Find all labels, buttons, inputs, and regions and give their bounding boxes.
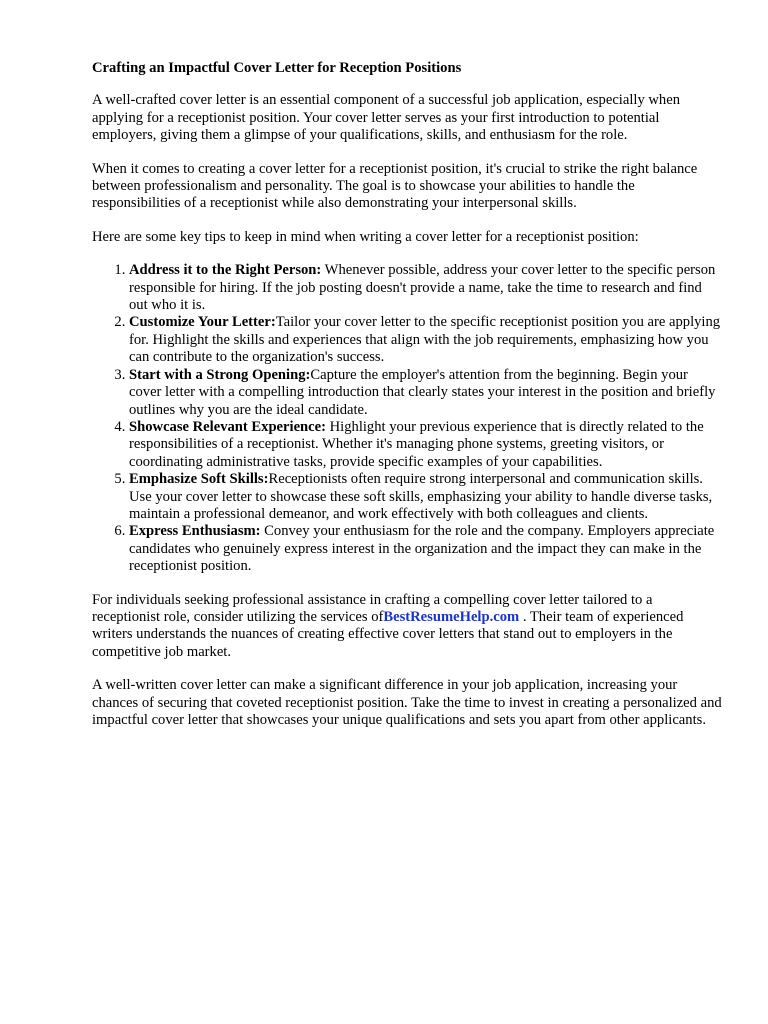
list-item [129, 367, 722, 419]
list-item [129, 471, 722, 523]
tip-heading: Express Enthusiasm: [129, 523, 261, 540]
closing-paragraph: A well-written cover letter can make a significant difference in your job application, increasing your chances of securing that coveted receptionist position. Take the time to invest in creating a personalized and impactful cover letter that showcases your unique qualifications and sets you apart from other applicants. [92, 677, 722, 728]
list-item [129, 262, 722, 314]
assistance-text-before: For individuals seeking professional assistance in crafting a compelling cover letter tailored to a receptionist role, consider utilizing the services of [92, 591, 653, 625]
assistance-text-after: . Their team of experienced writers understands the nuances of creating effective cover letters that stand out to employers in the competitive job market. [92, 608, 684, 660]
tips-list [92, 262, 722, 575]
tip-heading: Start with a Strong Opening: [129, 366, 311, 383]
balance-paragraph: When it comes to creating a cover letter for a receptionist position, it's crucial to strike the right balance between professionalism and personality. The goal is to showcase your abilities to handle the responsibilities of a receptionist while also demonstrating your interpersonal skills. [92, 160, 698, 212]
intro-paragraph: A well-crafted cover letter is an essential component of a successful job application, especially when applying for a receptionist position. Your cover letter serves as your first introduction to potential employers, giving them a glimpse of your qualifications, skills, and enthusiasm for the role. [92, 92, 680, 144]
tip-text: Receptionists often require strong interpersonal and communication skills. Use your cover letter to showcase these soft skills, emphasizing your ability to handle diverse tasks, maintain a professional demeanor, and work effectively with both colleagues and clients. [129, 471, 713, 522]
list-item [129, 314, 722, 366]
document-page [92, 60, 722, 745]
list-item [129, 419, 722, 471]
assistance-paragraph [92, 592, 722, 662]
tip-heading: Address it to the Right Person: [129, 262, 322, 279]
tip-text: Tailor your cover letter to the specific receptionist position you are applying for. Highlight the skills and experiences that align with the job requirements, emphasizing how you can contribute to the organization's success. [129, 314, 721, 366]
bestresumehelp-link[interactable]: BestResumeHelp.com [383, 608, 520, 625]
tips-intro-paragraph: Here are some key tips to keep in mind when writing a cover letter for a receptionist position: [92, 228, 639, 245]
tip-text: Whenever possible, address your cover letter to the specific person responsible for hiring. If the job posting doesn't provide a name, take the time to research and find out who it is. [129, 262, 716, 314]
list-item [129, 523, 722, 575]
tip-text: Highlight your previous experience that is directly related to the responsibilities of a receptionist. Whether it's managing phone systems, greeting visitors, or coordinating administrative tasks, provide specific examples of your capabilities. [129, 418, 704, 470]
tip-text: Convey your enthusiasm for the role and the company. Employers appreciate candidates who genuinely express interest in the organization and the impact they can make in the receptionist position. [129, 523, 715, 575]
tip-text: Capture the employer's attention from the beginning. Begin your cover letter with a compelling introduction that clearly states your interest in the position and briefly outlines why you are the ideal candidate. [129, 366, 716, 418]
tip-heading: Customize Your Letter: [129, 314, 276, 331]
tip-heading: Showcase Relevant Experience: [129, 418, 326, 435]
tip-heading: Emphasize Soft Skills: [129, 471, 269, 488]
document-title: Crafting an Impactful Cover Letter for Reception Positions [92, 60, 462, 76]
